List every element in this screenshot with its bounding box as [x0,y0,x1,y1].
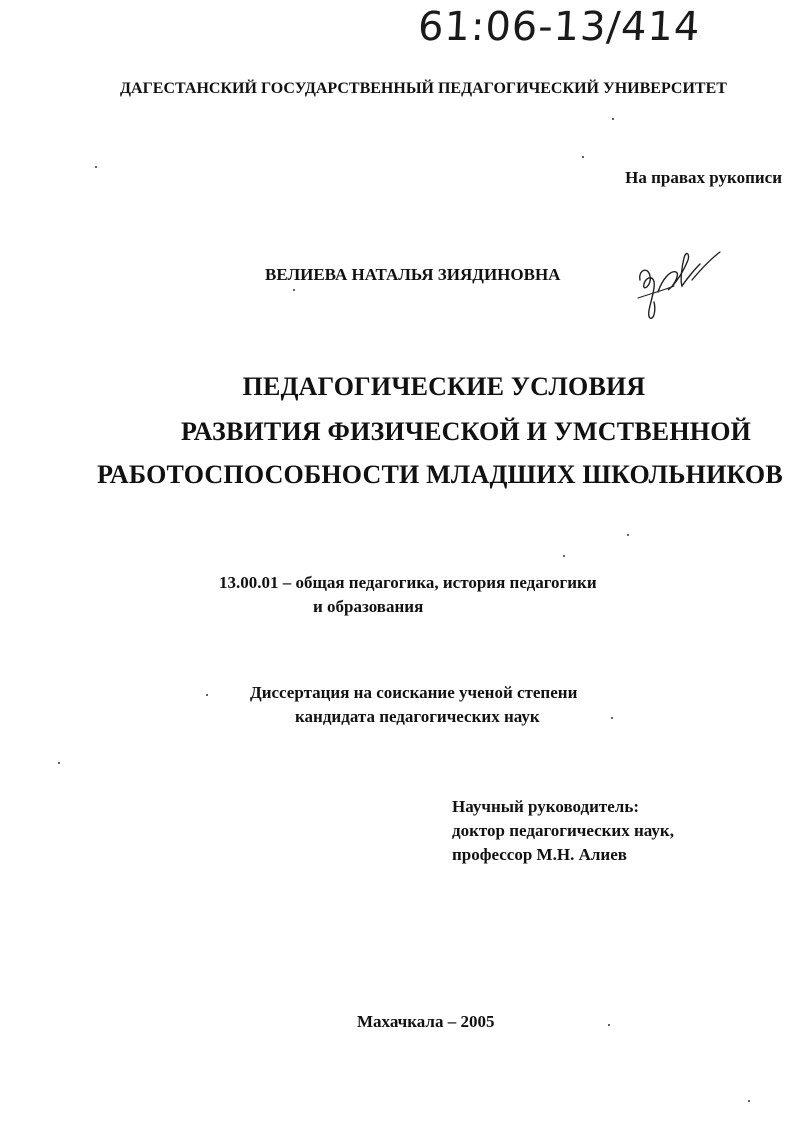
scan-speck [611,717,613,719]
scan-speck [608,1024,610,1026]
specialty-line-2: и образования [313,597,424,616]
dissertation-line-1: Диссертация на соискание ученой степени [250,683,578,702]
rights-note: На правах рукописи [625,168,782,187]
scan-speck [206,694,208,696]
scan-speck [748,1100,750,1102]
city-year: Махачкала – 2005 [357,1012,495,1031]
catalog-number: 61:06-13/414 [416,4,702,50]
title-line-3: РАБОТОСПОСОБНОСТИ МЛАДШИХ ШКОЛЬНИКОВ [97,460,783,489]
supervisor-label: Научный руководитель: [452,797,639,816]
specialty-line-1: 13.00.01 – общая педагогика, история педагогики [219,573,597,592]
scan-speck [582,156,584,158]
author-name: ВЕЛИЕВА НАТАЛЬЯ ЗИЯДИНОВНА [265,265,561,284]
scan-speck [95,166,97,168]
signature-icon [630,240,730,325]
title-line-1: ПЕДАГОГИЧЕСКИЕ УСЛОВИЯ [242,372,646,401]
scan-speck [612,118,614,120]
scan-speck [627,534,629,536]
scan-speck [58,762,60,764]
title-line-2: РАЗВИТИЯ ФИЗИЧЕСКОЙ И УМСТВЕННОЙ [180,417,752,446]
scan-speck [293,289,295,291]
supervisor-name: профессор М.Н. Алиев [452,845,627,864]
supervisor-degree: доктор педагогических наук, [452,821,674,840]
university-name: ДАГЕСТАНСКИЙ ГОСУДАРСТВЕННЫЙ ПЕДАГОГИЧЕСКИЙ УНИВЕРСИТЕТ [120,80,727,97]
scan-speck [563,555,565,557]
dissertation-line-2: кандидата педагогических наук [295,707,540,726]
